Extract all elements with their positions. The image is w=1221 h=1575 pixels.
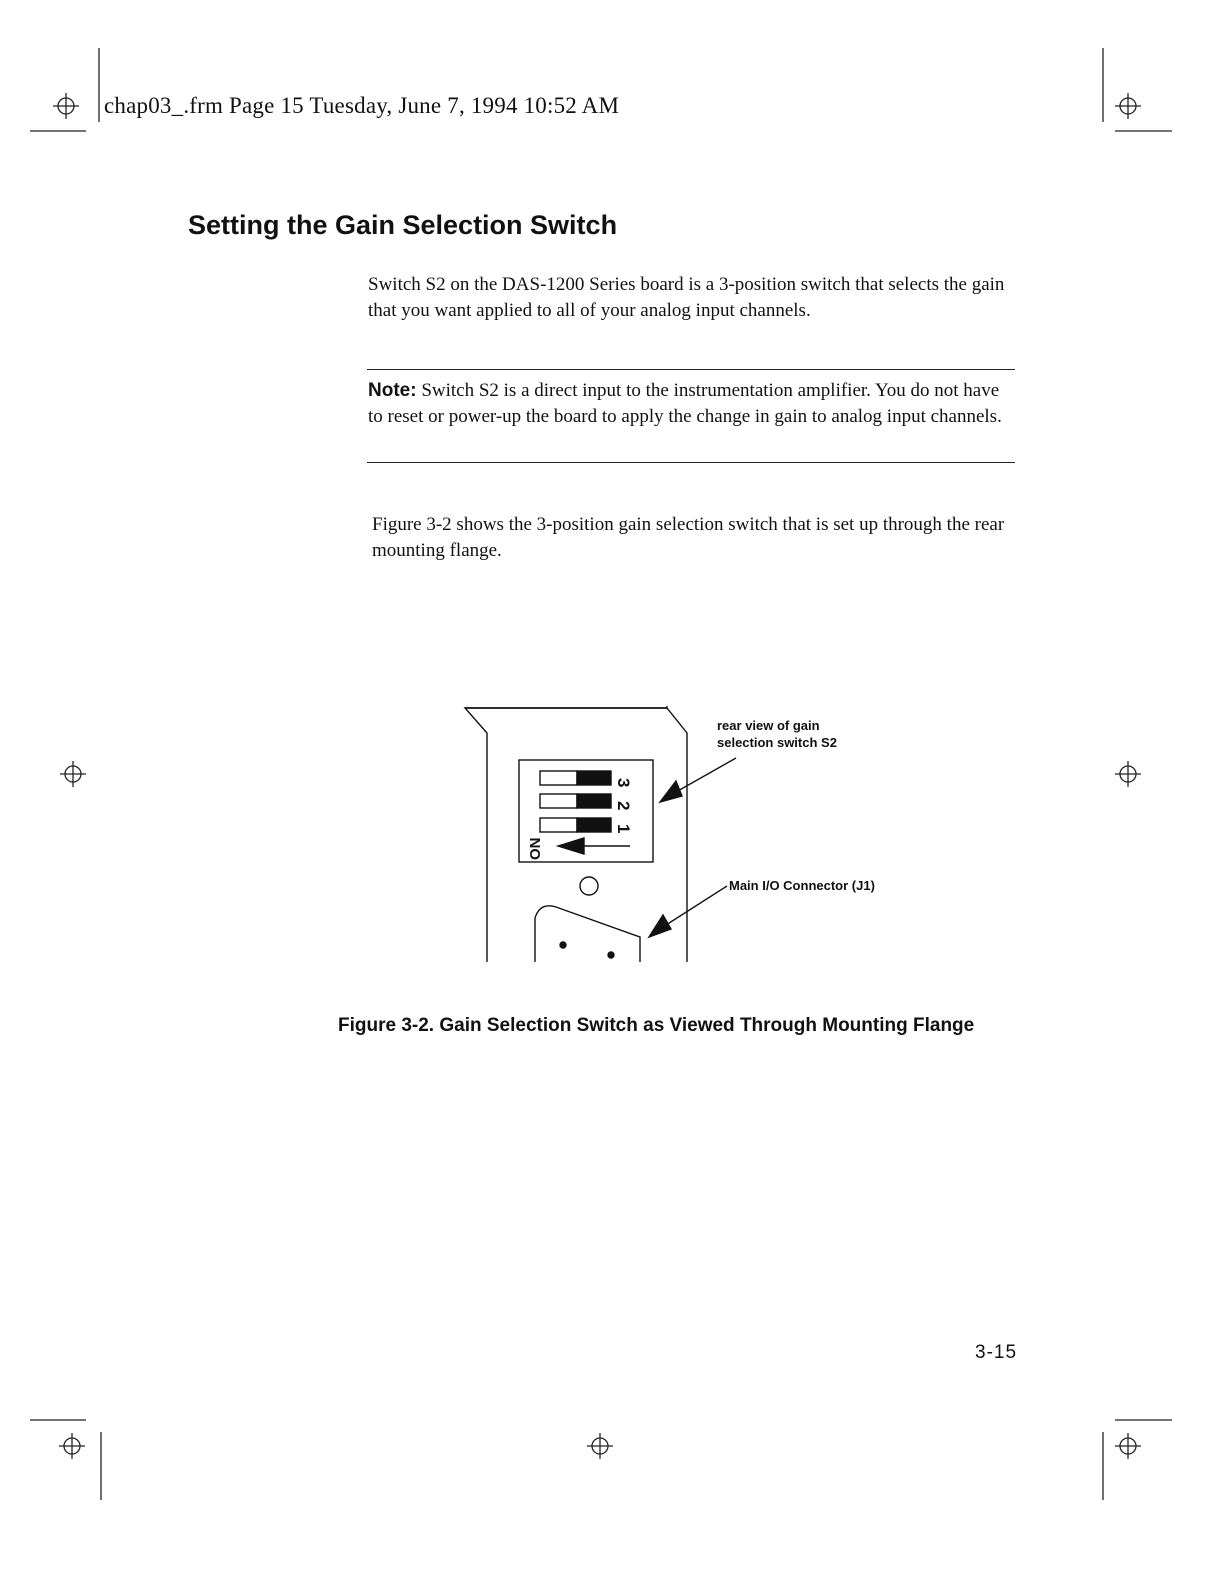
switch-callout-line-1: rear view of gain (717, 718, 820, 733)
switch-number-1: 1 (614, 824, 633, 834)
note-label: Note: (368, 380, 417, 401)
connector-pin (608, 952, 614, 958)
on-label: ON (527, 837, 544, 860)
page-number: 3-15 (975, 1342, 1018, 1363)
switch-number-3: 3 (614, 778, 633, 788)
intro-paragraph: Switch S2 on the DAS-1200 Series board is a 3-position switch that selects the gain that you want applied to all of your analog input channels. (368, 274, 1005, 321)
running-header: chap03_.frm Page 15 Tuesday, June 7, 1994 10:52 AM (104, 93, 620, 118)
figure-reference-paragraph: Figure 3-2 shows the 3-position gain selection switch that is set up through the rear mounting flange. (372, 514, 1005, 561)
connector-outline (535, 906, 640, 962)
switch-callout-leader (676, 758, 736, 792)
switch-rocker-3 (540, 771, 577, 785)
switch-rocker-1 (540, 818, 577, 832)
note-text: Switch S2 is a direct input to the instrumentation amplifier. You do not have to reset or power-up the board to apply the change in gain to analog input channels. (368, 380, 1002, 427)
figure-caption: Figure 3-2. Gain Selection Switch as Viewed Through Mounting Flange (338, 1015, 975, 1036)
switch-number-2: 2 (614, 801, 633, 811)
section-title: Setting the Gain Selection Switch (188, 210, 618, 240)
connector-callout-label: Main I/O Connector (J1) (729, 878, 875, 893)
switch-callout-arrowhead-icon (660, 781, 682, 802)
mounting-hole (580, 877, 598, 895)
connector-pin (560, 942, 566, 948)
connector-callout-arrowhead-icon (649, 915, 671, 937)
on-arrow-head-icon (558, 838, 584, 854)
switch-callout-label (717, 717, 837, 751)
switch-callout-line-2: selection switch S2 (717, 735, 837, 750)
connector-callout-leader (666, 886, 727, 925)
mounting-flange-outline (465, 706, 687, 962)
switch-rocker-2 (540, 794, 577, 808)
